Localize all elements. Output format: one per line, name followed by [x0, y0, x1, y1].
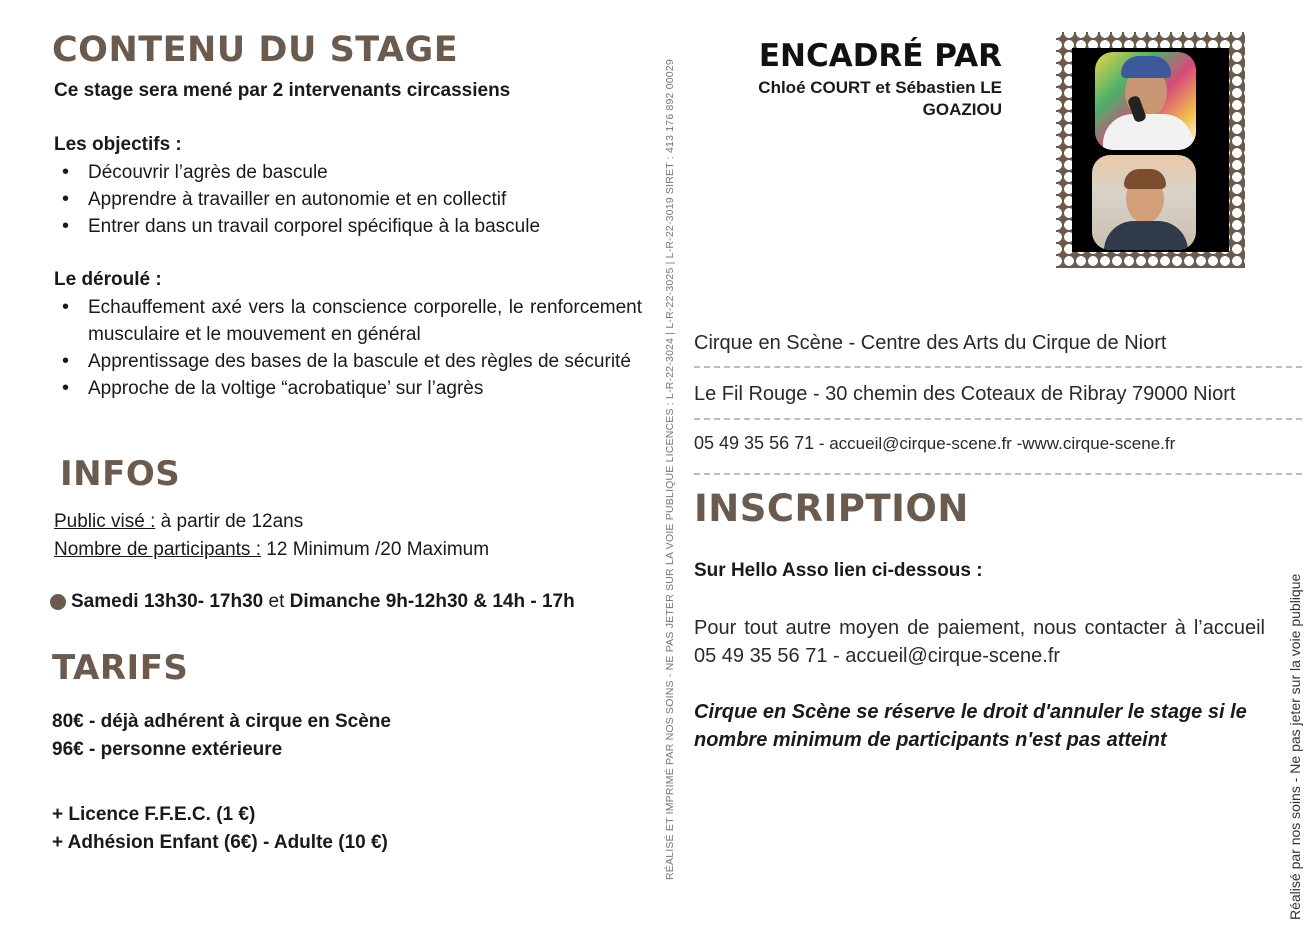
encadre-title: ENCADRÉ PAR: [758, 38, 1002, 74]
legal-vertical-text: RÉALISÉ ET IMPRIMÉ PAR NOS SOINS - NE PAS JETER SUR LA VOIE PUBLIQUE LICENCES : L-R-22-3024 | L-R-22-3025 | L-R-22-3019 SIRET : 413 176 892 00029: [664, 59, 676, 880]
paiement-text: Pour tout autre moyen de paiement, nous contacter à l’accueil 05 49 35 56 71 - accueil@cirque-scene.fr: [694, 617, 1265, 667]
contact-line: [694, 433, 1175, 454]
inscription-title: INSCRIPTION: [694, 487, 969, 530]
names-line-2: GOAZIOU: [922, 100, 1002, 119]
organisation-address: Le Fil Rouge - 30 chemin des Coteaux de Ribray 79000 Niort: [694, 383, 1236, 405]
cap-shape: [1121, 56, 1171, 78]
infos-title: INFOS: [60, 454, 181, 494]
list-item: • Approche de la voltige “acrobatique’ sur l’agrès: [54, 375, 642, 402]
samedi-horaire: Samedi 13h30- 17h30: [71, 591, 264, 612]
hair-shape: [1124, 169, 1166, 189]
tarif-adherent: 80€ - déjà adhérent à cirque en Scène: [52, 711, 391, 732]
photo-intervenant-2: [1092, 155, 1196, 250]
body-shape: [1103, 114, 1193, 150]
objectifs-title: Les objectifs :: [54, 134, 182, 155]
stage-intro: Ce stage sera mené par 2 intervenants circassiens: [54, 80, 511, 101]
horaires: [50, 591, 575, 613]
right-vertical-text: Réalisé par nos soins - Ne pas jeter sur la voie publique: [1287, 573, 1303, 920]
dimanche-horaire: Dimanche 9h-12h30 & 14h - 17h: [289, 591, 575, 612]
organisation-name: Cirque en Scène - Centre des Arts du Cirque de Niort: [694, 332, 1167, 354]
bullet-dot-icon: [50, 594, 66, 610]
licence-line: + Licence F.F.E.C. (1 €): [52, 804, 256, 825]
participants-value: 12 Minimum /20 Maximum: [261, 539, 490, 560]
hello-asso-text: Sur Hello Asso lien ci-dessous :: [694, 560, 983, 581]
dashed-divider: [694, 473, 1302, 475]
objectifs-list: [54, 159, 654, 240]
participants-label: Nombre de participants :: [54, 539, 261, 560]
contact-phone: 05 49 35 56 71: [694, 433, 815, 453]
dashed-divider: [694, 366, 1302, 368]
body-shape: [1104, 221, 1188, 250]
nombre-participants: [54, 536, 489, 564]
tarifs-title: TARIFS: [52, 648, 189, 688]
deroule-list: [54, 294, 642, 402]
list-item: • Apprentissage des bases de la bascule et des règles de sécurité: [54, 348, 642, 375]
public-label: Public visé :: [54, 511, 156, 532]
photo-intervenant-1: [1095, 52, 1196, 150]
list-item: • Apprendre à travailler en autonomie et en collectif: [54, 186, 654, 213]
adhesion-line: + Adhésion Enfant (6€) - Adulte (10 €): [52, 832, 388, 853]
dashed-divider: [694, 418, 1302, 420]
list-item: • Découvrir l’agrès de bascule: [54, 159, 654, 186]
contact-email-web: - accueil@cirque-scene.fr -www.cirque-scene.fr: [814, 434, 1176, 453]
list-item: • Entrer dans un travail corporel spécifique à la bascule: [54, 213, 654, 240]
contenu-stage-title: CONTENU DU STAGE: [52, 30, 459, 70]
public-value: à partir de 12ans: [155, 511, 304, 532]
list-item: • Echauffement axé vers la conscience corporelle, le renforcement musculaire et le mouvement en général: [54, 294, 642, 348]
et-connector: et: [263, 591, 290, 612]
deroule-title: Le déroulé :: [54, 269, 162, 290]
reserve-text: Cirque en Scène se réserve le droit d'annuler le stage si le nombre minimum de participants n'est pas atteint: [694, 701, 1247, 751]
public-vise: [54, 508, 303, 536]
tarif-exterieur: 96€ - personne extérieure: [52, 739, 283, 760]
encadre-names: [700, 77, 1002, 121]
names-line-1: Chloé COURT et Sébastien LE: [758, 78, 1002, 97]
